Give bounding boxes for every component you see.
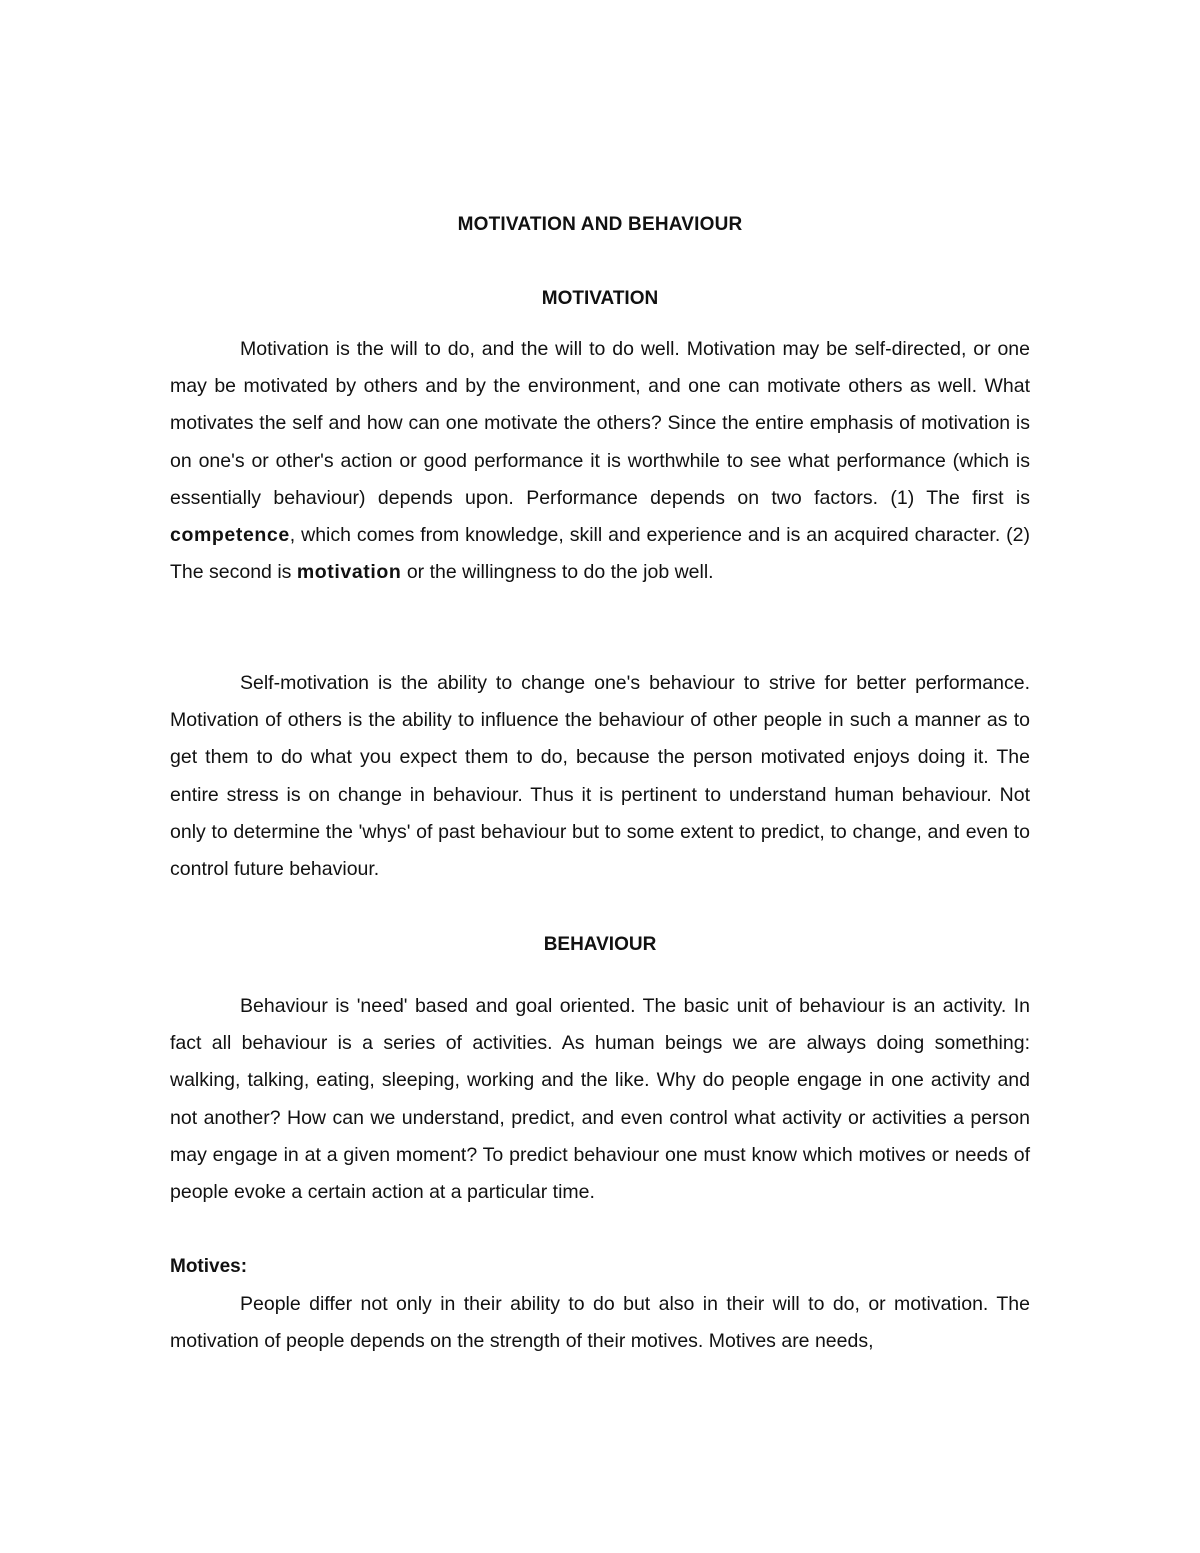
paragraph-text: Motivation is the will to do, and the will to do well. Motivation may be self-directed, or one may be motivated by others and by the environment, and one can motivate others as well. What motivates the self and how can one motivate the others? Since the entire emphasis of motivation is on one's or other's action or good performance it is worthwhile to see what performance (which is essentially behaviour) depends upon. Performance depends on two factors. (1) The first is — [170, 338, 1030, 509]
paragraph-motivation-definition — [170, 331, 1030, 591]
paragraph-motives: People differ not only in their ability to do but also in their will to do, or motivation. The motivation of people depends on the strength of their motives. Motives are needs, — [170, 1293, 1030, 1353]
paragraph-text: or the willingness to do the job well. — [401, 561, 714, 584]
section-heading-motivation: MOTIVATION — [541, 288, 659, 309]
document-page — [170, 0, 1030, 1553]
subheading-motives: Motives: — [170, 1256, 248, 1277]
paragraph-behaviour: Behaviour is 'need' based and goal oriented. The basic unit of behaviour is an activity. In fact all behaviour is a series of activities. As human beings we are always doing something: walking, talking, eating, sleeping, working and the like. Why do people engage in one activity and not another? How can we understand, predict, and even control what activity or activities a person may engage in at a given moment? To predict behaviour one must know which motives or needs of people evoke a certain action at a particular time. — [170, 995, 1030, 1204]
bold-term-competence: competence — [170, 524, 290, 547]
bold-term-motivation: motivation — [296, 561, 402, 584]
document-title: MOTIVATION AND BEHAVIOUR — [457, 214, 743, 235]
paragraph-self-motivation: Self-motivation is the ability to change one's behaviour to strive for better performance. Motivation of others is the ability to influence the behaviour of other people in such a manner as to get them to do what you expect them to do, because the person motivated enjoys doing it. The entire stress is on change in behaviour. Thus it is pertinent to understand human behaviour. Not only to determine the 'whys' of past behaviour but to some extent to predict, to change, and even to control future behaviour. — [170, 672, 1030, 881]
paragraph-text: , which comes from knowledge, skill and experience and is an acquired character. (2) The second is — [170, 524, 1030, 584]
section-heading-behaviour: BEHAVIOUR — [543, 934, 657, 955]
